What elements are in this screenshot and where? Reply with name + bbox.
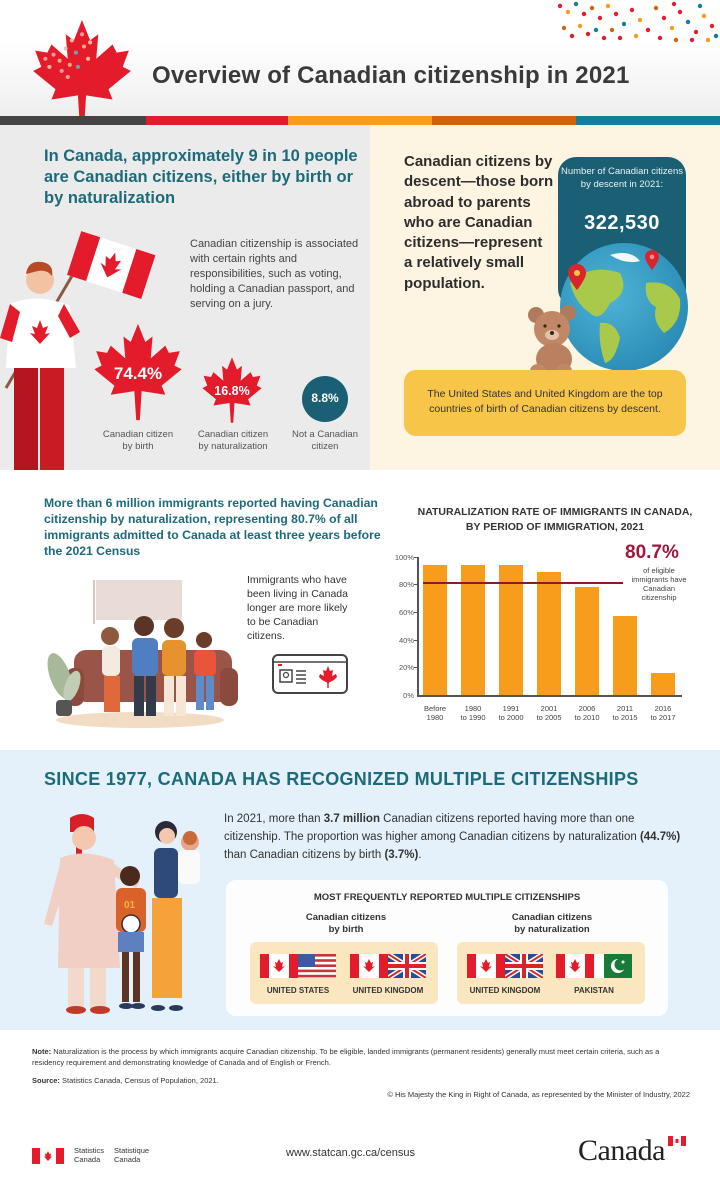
x-tick-1991-to-2000: 1991 to 2000 <box>498 704 524 722</box>
canada-flag-icon <box>260 954 298 978</box>
y-tick-0: 0% <box>403 691 414 700</box>
x-tick-2001-to-2005: 2001 to 2005 <box>536 704 562 722</box>
decorative-dots-icon <box>550 0 720 44</box>
canada-flag-icon <box>32 1148 64 1164</box>
multiple-citizenships-box-title: MOST FREQUENTLY REPORTED MULTIPLE CITIZENSHIPS <box>313 892 581 903</box>
chart-callout-value: 80.7% <box>625 542 679 563</box>
stat-value-not-citizen: 8.8% <box>311 391 339 405</box>
x-tick-2016-to-2017: 2016 to 2017 <box>650 704 676 722</box>
bar-1991-to-2000 <box>499 565 523 695</box>
group-title-by-birth: Canadian citizens by birth <box>305 912 387 935</box>
color-stripe-dark-orange <box>432 116 576 125</box>
y-tick-40: 40% <box>398 636 414 645</box>
stat-value-by-naturalization: 16.8% <box>214 384 250 398</box>
pakistan-flag-icon <box>594 954 632 978</box>
color-stripe-dark <box>0 116 146 125</box>
country-united-kingdom: UNITED KINGDOM <box>469 986 541 995</box>
average-reference-line <box>423 582 623 584</box>
descent-count-label: Number of Canadian citizens by descent in 2021: <box>561 166 683 190</box>
y-axis <box>417 557 419 696</box>
descent-heading: Canadian citizens by descent—those born abroad to parents who are Canadian citizens—represent a relatively small population. <box>404 153 554 292</box>
bar-1980-to-1990 <box>461 565 485 695</box>
y-tick-80: 80% <box>398 580 414 589</box>
bar-2016-to-2017 <box>651 673 675 695</box>
canada-wordmark: Canada <box>578 1134 665 1167</box>
x-axis <box>417 695 682 697</box>
chart-title: NATURALIZATION RATE OF IMMIGRANTS IN CANADA, BY PERIOD OF IMMIGRATION, 2021 <box>417 506 693 533</box>
y-tick-100: 100% <box>394 553 414 562</box>
stat-label-by-naturalization: Canadian citizen by naturalization <box>197 429 269 452</box>
stat-label-by-birth: Canadian citizen by birth <box>102 429 174 452</box>
statcan-french: Statistique Canada <box>114 1146 150 1164</box>
citizenship-description: Canadian citizenship is associated with certain rights and responsibilities, such as voting, holding a Canadian passport, and serving on a jury. <box>190 238 359 310</box>
us-flag-icon <box>298 954 336 978</box>
x-tick-2006-to-2010: 2006 to 2010 <box>574 704 600 722</box>
citizenship-card-icon <box>272 654 348 694</box>
color-stripe-teal <box>576 116 720 125</box>
page-title: Overview of Canadian citizenship in 2021 <box>152 62 630 89</box>
statcan-url-link[interactable]: www.statcan.gc.ca/census <box>286 1147 416 1159</box>
bar-2011-to-2015 <box>613 616 637 695</box>
x-tick-1980-to-1990: 1980 to 1990 <box>460 704 486 722</box>
footnote: Note: Naturalization is the process by which immigrants acquire Canadian citizenship. To be eligible, landed immigrants (permanent residents) generally must meet certain criteria, such as a residency requirement and demonstrating knowledge of Canada and of English or French. <box>32 1047 660 1067</box>
color-stripe-red <box>146 116 288 125</box>
statcan-logo[interactable] <box>32 1147 149 1164</box>
stat-value-by-birth: 74.4% <box>113 364 163 383</box>
x-tick-before-1980: Before 1980 <box>423 704 447 722</box>
canada-flag-icon <box>467 954 505 978</box>
statcan-english: Statistics Canada <box>74 1146 105 1164</box>
bar-2006-to-2010 <box>575 587 599 695</box>
bar-before-1980 <box>423 565 447 695</box>
x-tick-2011-to-2015: 2011 to 2015 <box>612 704 638 722</box>
stat-label-not-citizen: Not a Canadian citizen <box>291 429 359 452</box>
map-pin-icon <box>645 250 659 270</box>
wordmark-flag-icon <box>668 1136 686 1146</box>
group-title-by-naturalization: Canadian citizens by naturalization <box>511 912 593 935</box>
uk-flag-icon <box>505 954 543 978</box>
canada-flag-icon <box>350 954 388 978</box>
naturalization-heading: More than 6 million immigrants reported having Canadian citizenship by naturalization, representing 80.7% of all immigrants admitted to Canada at least three years before the 2021 Census <box>44 496 381 558</box>
color-stripe-orange <box>288 116 432 125</box>
canada-flag-icon <box>556 954 594 978</box>
maple-leaf-logo-icon <box>28 18 136 130</box>
descent-countries-note: The United States and United Kingdom are the top countries of birth of Canadian citizens by descent. <box>427 388 663 415</box>
teddy-bear-icon <box>524 305 586 379</box>
descent-count-value: 322,530 <box>584 212 660 234</box>
y-tick-20: 20% <box>398 663 414 672</box>
naturalization-description: Immigrants who have been living in Canada longer are more likely to be Canadian citizens. <box>247 574 348 642</box>
country-united-kingdom: UNITED KINGDOM <box>352 986 424 995</box>
country-united-states: UNITED STATES <box>266 986 330 995</box>
uk-flag-icon <box>388 954 426 978</box>
bar-2001-to-2005 <box>537 572 561 695</box>
chart-callout-text: of eligible immigrants have Canadian citizenship <box>631 566 687 602</box>
y-tick-60: 60% <box>398 608 414 617</box>
multiple-citizenships-description: In 2021, more than 3.7 million Canadian citizens reported having more than one citizenship. The proportion was higher among Canadian citizens by naturalization (44.7%) than Canadian citizens by birth (3.7%). <box>224 813 681 861</box>
source-note: Source: Statistics Canada, Census of Population, 2021. <box>32 1076 219 1085</box>
family-on-couch-illustration-icon <box>40 580 240 730</box>
family-illustration-icon <box>30 808 210 1018</box>
map-pin-icon <box>568 264 586 290</box>
copyright-text: © His Majesty the King in Right of Canada, as represented by the Minister of Industry, 2022 <box>387 1090 690 1099</box>
citizenship-heading: In Canada, approximately 9 in 10 people are Canadian citizens, either by birth or by naturalization <box>44 147 358 207</box>
country-pakistan: PAKISTAN <box>574 986 614 995</box>
multiple-citizenships-heading: SINCE 1977, CANADA HAS RECOGNIZED MULTIPLE CITIZENSHIPS <box>44 769 639 789</box>
svg-text:01: 01 <box>124 900 136 911</box>
